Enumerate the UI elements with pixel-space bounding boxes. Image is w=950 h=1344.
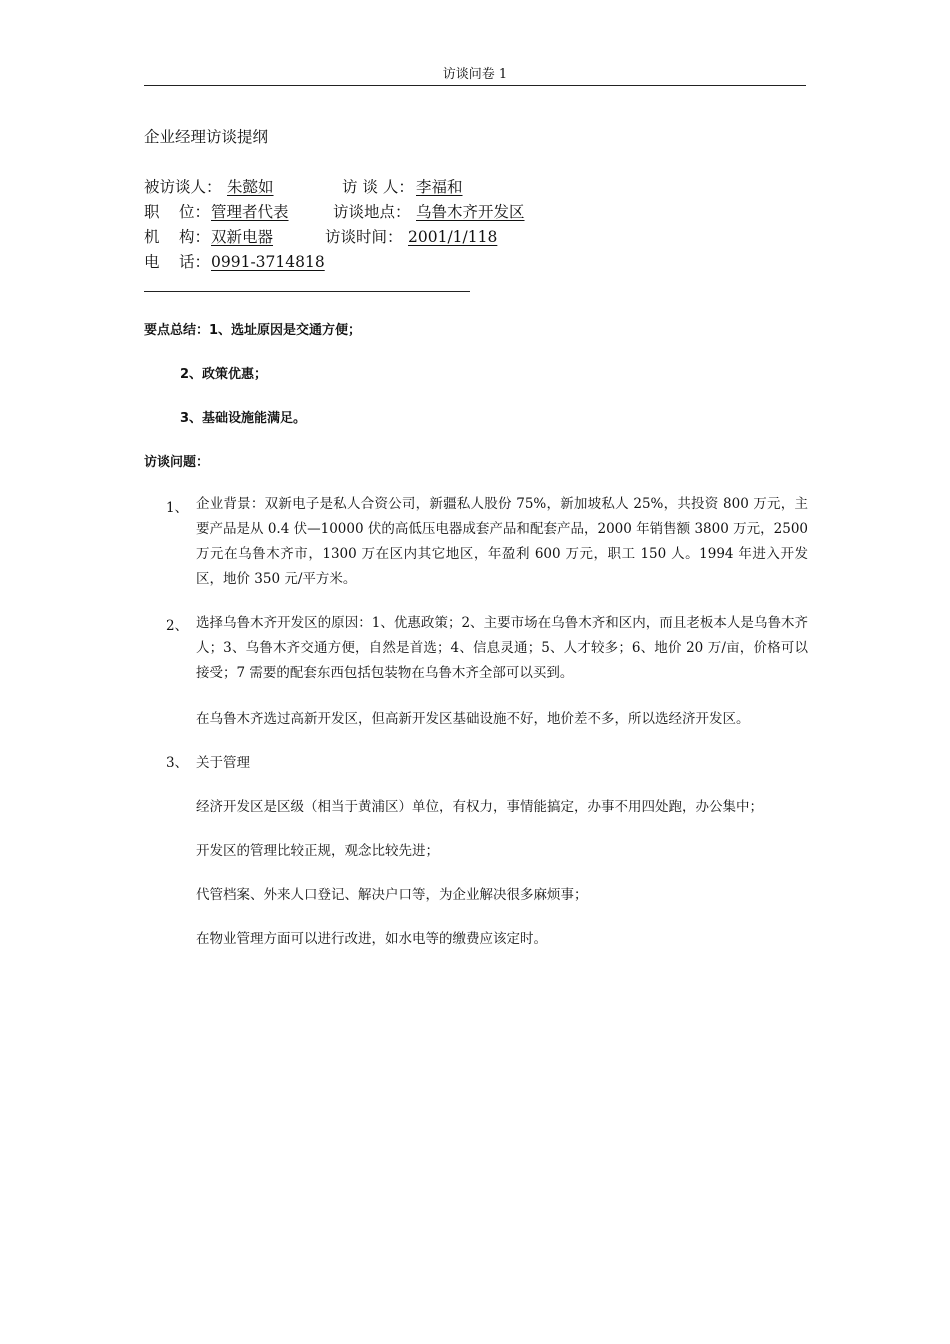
- location-value: 乌鲁木齐开发区: [416, 203, 525, 221]
- interviewer-value: 李福和: [416, 178, 463, 196]
- question-3-point-3: 代管档案、外来人口登记、解决户口等，为企业解决很多麻烦事；: [196, 887, 588, 903]
- org-label-b: 构：: [179, 228, 211, 246]
- location-label: 访谈地点：: [333, 203, 411, 221]
- question-3-text: 关于管理: [196, 755, 250, 771]
- question-2-text: 选择乌鲁木齐开发区的原因：1、优惠政策；2、主要市场在乌鲁木齐和区内，而且老板本人是乌鲁木齐人；3、乌鲁木齐交通方便，自然是首选；4、信息灵通；5、人才较多；6、地价 20 万/亩，价格可以接受；7 需要的配套东西包括包装物在乌鲁木齐全部可以买到。: [196, 615, 808, 681]
- question-3-number: 3、: [166, 755, 189, 771]
- question-2-number: 2、: [166, 618, 189, 634]
- time-value: 2001/1/118: [408, 228, 498, 246]
- question-1-text: 企业背景：双新电子是私人合资公司，新疆私人股份 75%，新加坡私人 25%，共投资 800 万元，主要产品是从 0.4 伏—10000 伏的高低压电器成套产品和配套产品，2000 年销售额 3800 万元，2500 万元在乌鲁木齐市，1300 万在区内其它地区，年盈利 600 万元，职工 150 人。1994 年进入开发区，地价 350 元/平方米。: [196, 496, 808, 587]
- question-2-extra: 在乌鲁木齐选过高新开发区，但高新开发区基础设施不好，地价差不多，所以选经济开发区。: [196, 711, 750, 727]
- header-rule: [144, 85, 806, 86]
- phone-label-b: 话：: [179, 253, 211, 271]
- position-label-a: 职: [144, 203, 160, 221]
- document-title: 企业经理访谈提纲: [144, 128, 269, 146]
- question-3-point-1: 经济开发区是区级（相当于黄浦区）单位，有权力，事情能搞定，办事不用四处跑，办公集中；: [196, 799, 763, 815]
- summary-line-1: 要点总结：1、选址原因是交通方便；: [144, 323, 362, 338]
- summary-line-3: 3、基础设施能满足。: [180, 411, 307, 426]
- info-divider: [144, 291, 470, 292]
- questions-heading: 访谈问题：: [144, 455, 210, 470]
- phone-value: 0991-3714818: [211, 253, 325, 271]
- summary-line-2: 2、政策优惠；: [180, 367, 268, 382]
- page-header: 访谈问卷 1: [442, 67, 508, 82]
- question-3-point-2: 开发区的管理比较正规，观念比较先进；: [196, 843, 439, 859]
- question-3-point-4: 在物业管理方面可以进行改进，如水电等的缴费应该定时。: [196, 931, 547, 947]
- interviewer-label: 访 谈 人：: [342, 178, 414, 196]
- org-label-a: 机: [144, 228, 160, 246]
- position-label-b: 位：: [179, 203, 211, 221]
- phone-label-a: 电: [144, 253, 160, 271]
- position-value: 管理者代表: [211, 203, 289, 221]
- question-1-number: 1、: [166, 500, 189, 516]
- interviewee-label: 被访谈人：: [144, 178, 222, 196]
- organization-value: 双新电器: [211, 228, 274, 246]
- interviewee-value: 朱懿如: [227, 178, 274, 196]
- time-label: 访谈时间：: [325, 228, 403, 246]
